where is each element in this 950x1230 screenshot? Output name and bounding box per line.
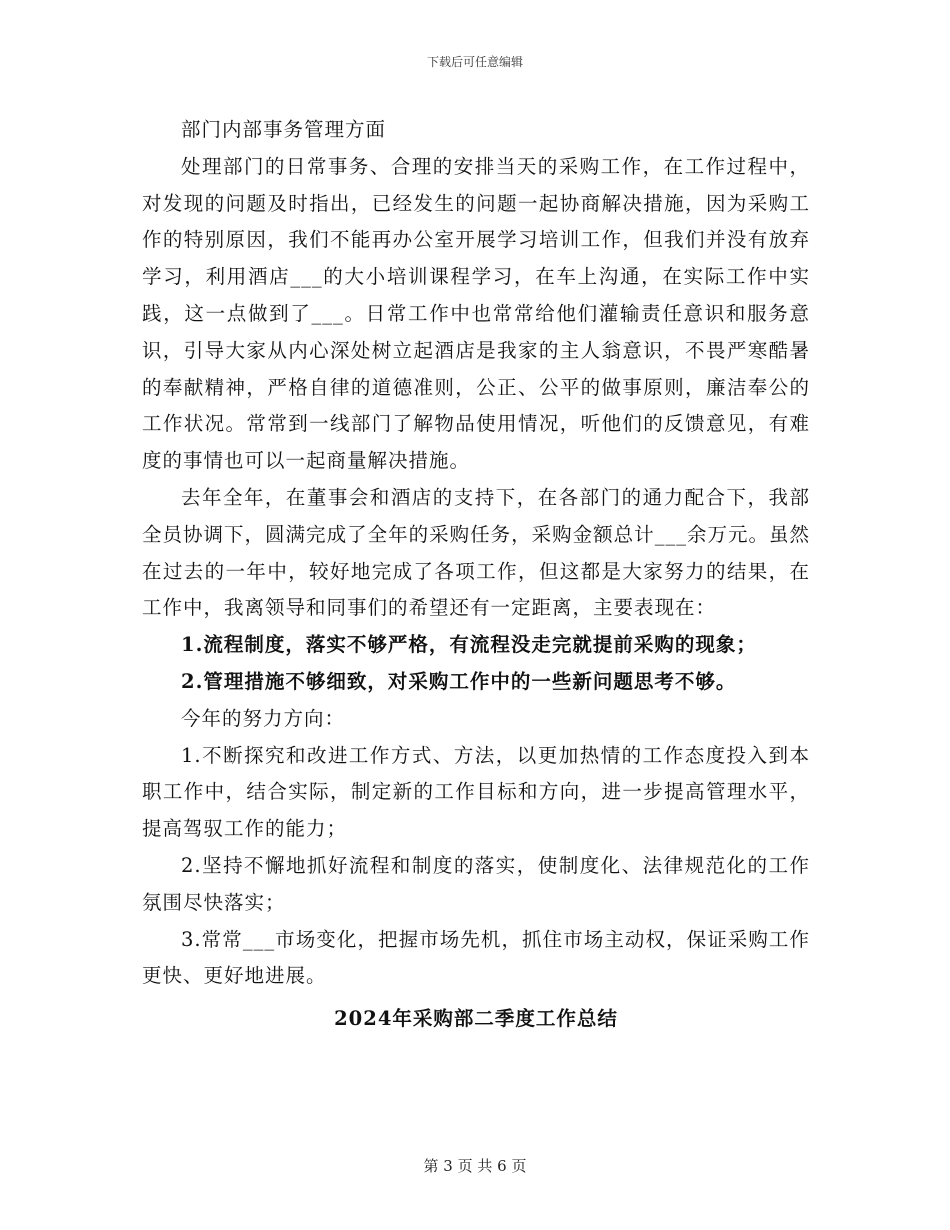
next-document-title: 2024年采购部二季度工作总结: [334, 1007, 618, 1031]
direction-heading: 今年的努力方向：: [181, 706, 346, 730]
direction-item-2: 2.坚持不懈地抓好流程和制度的落实，使制度化、法律规范化的工作氛围尽快落实；: [142, 853, 810, 914]
document-body: [142, 112, 810, 1038]
header-note: 下载后可任意编辑: [426, 55, 523, 69]
section-heading: 部门内部事务管理方面: [181, 118, 387, 141]
shortcoming-item-1: 1.流程制度，落实不够严格，有流程没走完就提前采购的现象；: [181, 633, 757, 657]
paragraph-internal-affairs: 处理部门的日常事务、合理的安排当天的采购工作，在工作过程中，对发现的问题及时指出，已经发生的问题一起协商解决措施，因为采购工作的特别原因，我们不能再办公室开展学习培训工作，但我们并没有放弃学习，利用酒店___的大小培训课程学习，在车上沟通，在实际工作中实践，这一点做到了___。日常工作中也常常给他们灌输责任意识和服务意识，引导大家从内心深处树立起酒店是我家的主人翁意识，不畏严寒酷暑的奉献精神，严格自律的道德准则，公正、公平的做事原则，廉洁奉公的工作状况。常常到一线部门了解物品使用情况，听他们的反馈意见，有难度的事情也可以一起商量解决措施。: [142, 154, 810, 473]
shortcoming-item-2: 2.管理措施不够细致，对采购工作中的一些新问题思考不够。: [181, 669, 737, 693]
page-number: 第 3 页 共 6 页: [423, 1157, 527, 1175]
paragraph-annual-summary: 去年全年，在董事会和酒店的支持下，在各部门的通力配合下，我部全员协调下，圆满完成了全年的采购任务，采购金额总计___余万元。虽然在过去的一年中，较好地完成了各项工作，但这都是大家努力的结果，在工作中，我离领导和同事们的希望还有一定距离，主要表现在：: [142, 485, 810, 620]
direction-item-1: 1.不断探究和改进工作方式、方法，以更加热情的工作态度投入到本职工作中，结合实际，制定新的工作目标和方向，进一步提高管理水平，提高驾驭工作的能力；: [142, 743, 810, 841]
direction-item-3: 3.常常___市场变化，把握市场先机，抓住市场主动权，保证采购工作更快、更好地进展。: [142, 927, 810, 988]
